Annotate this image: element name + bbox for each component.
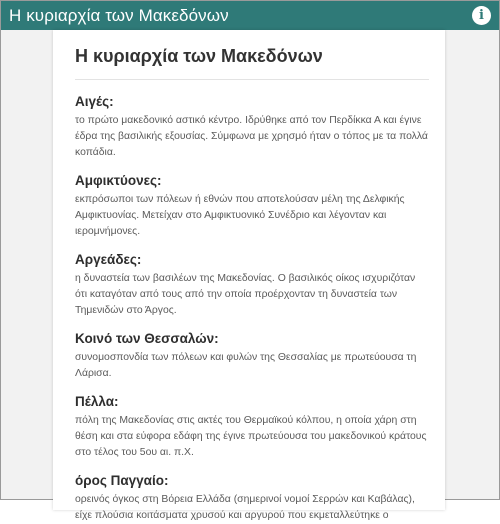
glossary-term: όρος Παγγαίο:	[75, 473, 169, 488]
glossary-definition: συνομοσπονδία των πόλεων και φυλών της Θεσσαλίας με πρωτεύουσα τη Λάρισα.	[75, 352, 417, 379]
info-icon: i	[479, 8, 484, 23]
glossary-panel[interactable]	[53, 30, 445, 521]
glossary-entry-aiges	[75, 94, 429, 161]
glossary-definition: ορεινός όγκος στη Βόρεια Ελλάδα (σημερινοί νομοί Σερρών και Καβάλας), είχε πλούσια κοιτάσματα χρυσού και αργυρού που εκμεταλλεύτηκε ο	[75, 494, 415, 521]
header-bar	[1, 1, 499, 30]
glossary-entry-pangaio	[75, 473, 429, 524]
glossary-term: Αμφικτύονες:	[75, 173, 162, 188]
page-title: Η κυριαρχία των Μακεδόνων	[75, 46, 429, 80]
glossary-term: Αιγές:	[75, 94, 114, 109]
glossary-entry-amfiktyones	[75, 173, 429, 240]
glossary-entry-koino-thessalon	[75, 331, 429, 382]
glossary-definition: πόλη της Μακεδονίας στις ακτές του Θερμαϊκού κόλπου, η οποία χάρη στη θέση και στα εύφορα εδάφη της έγινε πρωτεύουσα του μακεδονικού κράτους στο τέλος του 5ου αι. π.Χ.	[75, 415, 427, 458]
glossary-definition: το πρώτο μακεδονικό αστικό κέντρο. Ιδρύθηκε από τον Περδίκκα Α και έγινε έδρα της βασιλικής εξουσίας. Σύμφωνα με χρησμό ήταν ο τόπος με τα πολλά κοπάδια.	[75, 115, 428, 158]
glossary-definition: η δυναστεία των βασιλέων της Μακεδονίας. Ο βασιλικός οίκος ισχυριζόταν ότι καταγόταν από τους από την οποία προέρχονταν τη δυναστεία των Τημενιδών στο Άργος.	[75, 273, 416, 316]
info-button[interactable]	[472, 6, 491, 25]
glossary-entry-argeades	[75, 252, 429, 319]
header-title: Η κυριαρχία των Μακεδόνων	[9, 5, 229, 25]
glossary-definition: εκπρόσωποι των πόλεων ή εθνών που αποτελούσαν μέλη της Δελφικής Αμφικτυονίας. Μετείχαν στο Αμφικτυονικό Συνέδριο και λέγονταν και ιερομνήμονες.	[75, 194, 405, 237]
glossary-term: Αργεάδες:	[75, 252, 142, 267]
glossary-entry-pella	[75, 394, 429, 461]
glossary-term: Κοινό των Θεσσαλών:	[75, 331, 219, 346]
glossary-term: Πέλλα:	[75, 394, 119, 409]
